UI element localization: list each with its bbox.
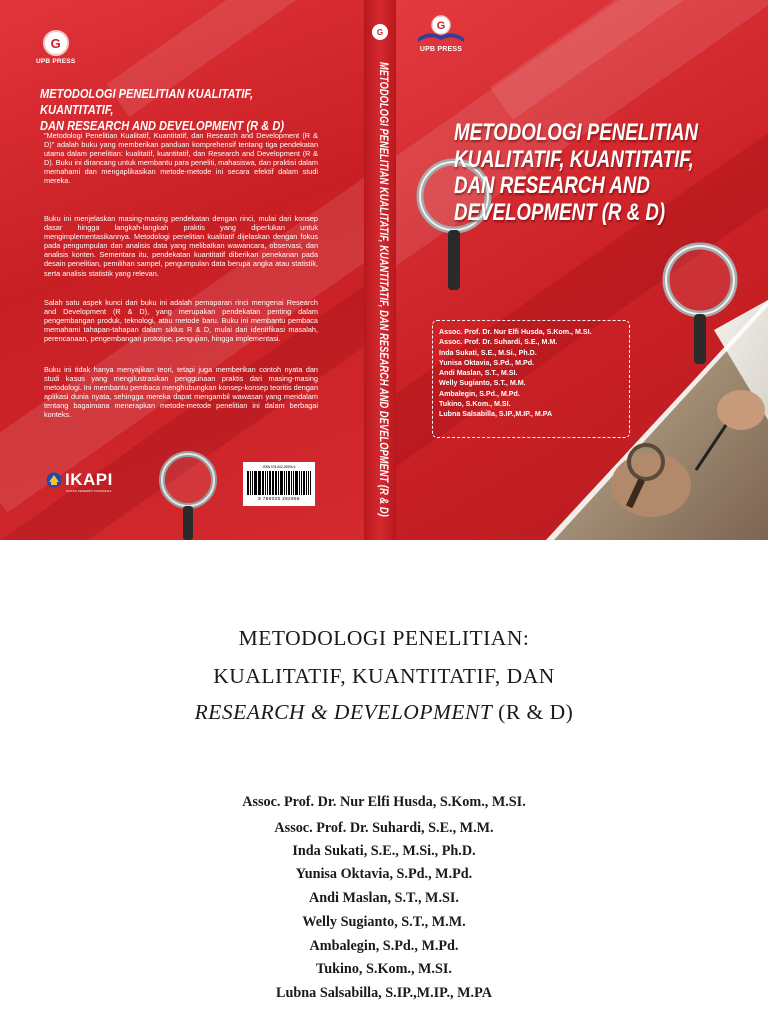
barcode-bar	[255, 471, 257, 495]
barcode-bar	[293, 471, 294, 495]
barcode-bar	[296, 471, 298, 495]
barcode-bar	[259, 471, 260, 495]
barcode-bar	[278, 471, 279, 495]
book-spine	[364, 0, 396, 540]
front-title-line: DEVELOPMENT (R & D)	[454, 198, 666, 226]
author-name: Welly Sugianto, S.T., M.M.	[302, 914, 466, 930]
author-name: Tukino, S.Kom., M.SI.	[316, 961, 452, 977]
isbn-text: ISBN 978-602-26906-6	[262, 465, 296, 469]
publisher-logo	[416, 14, 466, 53]
blurb-paragraph: Buku ini tidak hanya menyajikan teori, tetapi juga memberikan contoh nyata dan studi kasus yang mengilustrasikan penggunaan praktis dari masing-masing metodologi. Ini membantu pembaca menghubungkan konsep-konsep teoritis dengan aplikasi dunia nyata, sehingga mereka dapat mengambil wawasan yang mendalam tentang bagaimana menerapkan metode-metode penelitian ini dalam berbagai konteks.	[44, 365, 318, 420]
title-line	[0, 700, 768, 725]
author-name: Ambalegin, S.Pd., M.Pd.	[309, 938, 459, 954]
ikapi-logo	[46, 470, 113, 493]
barcode-bar	[252, 471, 253, 495]
front-title-line: METODOLOGI PENELITIAN	[454, 119, 699, 146]
barcode-bar	[248, 471, 249, 495]
back-cover	[0, 0, 364, 540]
cover-author: Assoc. Prof. Dr. Suhardi, S.E., M.M.	[439, 338, 558, 347]
cover-author: Andi Maslan, S.T., M.SI.	[439, 369, 518, 378]
magnifying-glass-icon	[650, 230, 760, 370]
publisher-name: UPB PRESS	[419, 46, 463, 53]
title-rest-part: (R & D)	[492, 700, 574, 724]
barcode-digits: 9 786026 282966	[258, 496, 300, 501]
cover-author: Lubna Salsabilla, S.IP.,M.IP., M.PA	[439, 410, 553, 419]
barcode-bars	[247, 471, 311, 495]
blurb-paragraph: "Metodologi Penelitian Kualitatif, Kuantitatif, dan Research and Development (R & D)" adalah buku yang memberikan panduan komprehensif tentang tiga pendekatan utama dalam penelitian: kualitatif, kuantitatif, dan Research and Development (R & D). Buku ini dirancang untuk membantu para peneliti, mahasiswa, dan praktisi dalam memahami dan mengaplikasikan metode-metode ini secara efektif dalam studi mereka.	[44, 131, 318, 186]
front-cover	[396, 0, 768, 540]
author-name: Lubna Salsabilla, S.IP.,M.IP., M.PA	[276, 985, 492, 1001]
svg-text:G: G	[436, 20, 446, 32]
title-line: METODOLOGI PENELITIAN:	[238, 626, 530, 650]
back-cover-title	[40, 86, 304, 134]
magnifying-glass-icon	[148, 440, 228, 540]
barcode-bar	[281, 471, 283, 495]
title-line: KUALITATIF, KUANTITATIF, DAN	[213, 664, 555, 688]
back-title-line: METODOLOGI PENELITIAN KUALITATIF, KUANTITATIF,	[40, 87, 254, 117]
barcode-bar	[286, 471, 287, 495]
ikapi-label: IKAPI	[65, 470, 113, 489]
title-page	[0, 540, 768, 1024]
logo-mark-icon: G	[43, 30, 69, 56]
ikapi-emblem-icon	[46, 471, 62, 489]
publisher-name: UPB PRESS	[36, 58, 76, 65]
front-title-line: KUALITATIF, KUANTITATIF,	[454, 145, 694, 173]
barcode-bar	[270, 471, 271, 495]
title-italic-part: RESEARCH & DEVELOPMENT	[194, 700, 493, 724]
blurb-paragraph: Buku ini menjelaskan masing-masing pendekatan dengan rinci, mulai dari konsep dasar hingga langkah-langkah praktis yang diperlukan untuk mengimplementasikannya. Metodologi penelitian kualitatif dijelaskan dengan fokus pada pengumpulan dan analisis data yang melibatkan wawancara, observasi, dan analisis konten. Sementara itu, pendekatan kuantitatif diberikan penekanan pada desain penelitian, pemilihan sampel, pengumpulan data berupa angka atau statistik, serta analisis statistik yang relevan.	[44, 214, 318, 278]
barcode-bar	[267, 471, 268, 495]
cover-author: Ambalegin, S.Pd., M.Pd.	[439, 389, 520, 398]
upb-book-logo-icon	[416, 14, 466, 44]
back-title-line: DAN RESEARCH AND DEVELOPMENT (R & D)	[40, 119, 285, 133]
author-name: Andi Maslan, S.T., M.SI.	[309, 890, 459, 906]
barcode-bar	[301, 471, 302, 495]
barcode-bar	[289, 471, 290, 495]
cover-author: Tukino, S.Kom., M.SI.	[439, 400, 511, 409]
isbn-barcode	[243, 462, 315, 506]
cover-author: Welly Sugianto, S.T., M.M.	[439, 379, 526, 388]
barcode-bar	[263, 471, 264, 495]
barcode-bar	[275, 471, 276, 495]
front-title-line: DAN RESEARCH AND	[454, 172, 650, 199]
cover-author: Assoc. Prof. Dr. Nur Elfi Husda, S.Kom., M.SI.	[439, 328, 592, 336]
cover-author: Inda Sukati, S.E., M.Si., Ph.D.	[439, 348, 537, 357]
ikapi-subtitle: IKATAN PENERBIT INDONESIA	[66, 489, 112, 493]
cover-author-list	[432, 320, 630, 438]
author-name: Inda Sukati, S.E., M.Si., Ph.D.	[292, 843, 476, 859]
cover-author: Yunisa Oktavia, S.Pd., M.Pd.	[439, 358, 535, 367]
author-name: Assoc. Prof. Dr. Suhardi, S.E., M.M.	[274, 820, 494, 836]
barcode-bar	[304, 471, 305, 495]
blurb-paragraph: Salah satu aspek kunci dari buku ini adalah pemaparan rinci mengenai Research and Development (R & D), yang merupakan pendekatan penting dalam pengembangan produk, teknologi, atau metode baru. Buku ini membantu pembaca memahami tahapan-tahapan dalam siklus R & D, mulai dari identifikasi masalah, perencanaan, pengembangan prototipe, pengujian, hingga implementasi.	[44, 298, 318, 344]
publisher-logo	[36, 30, 75, 65]
front-cover-title	[454, 120, 704, 226]
author-name: Assoc. Prof. Dr. Nur Elfi Husda, S.Kom., M.SI.	[242, 794, 526, 810]
barcode-bar	[310, 471, 311, 495]
spine-logo-icon: G	[372, 24, 388, 40]
barcode-bar	[308, 471, 309, 495]
author-name: Yunisa Oktavia, S.Pd., M.Pd.	[295, 866, 473, 882]
spine-title: METODOLOGI PENELITIAN KUALITATIF, KUANTITATIF, DAN RESEARCH AND DEVELOPMENT (R & D)	[377, 62, 391, 517]
